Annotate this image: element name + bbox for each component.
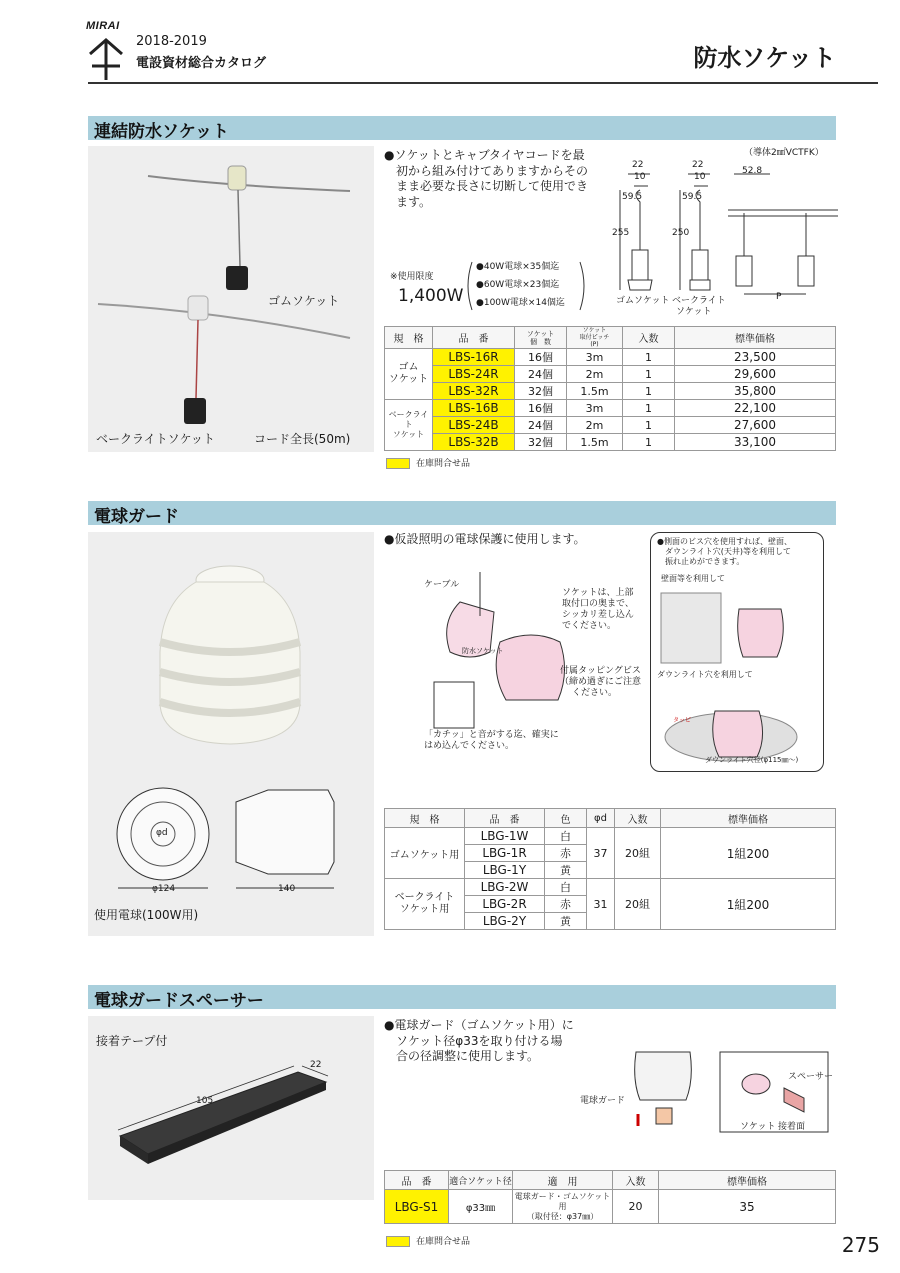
col-header: 入数: [623, 327, 675, 349]
quantity: 1: [623, 383, 675, 400]
quantity: 20組: [615, 828, 661, 879]
adhesive-surface-label: 接着面: [778, 1122, 806, 1132]
dim-phi-d: φd: [156, 828, 168, 838]
dim-width: 22: [310, 1060, 322, 1070]
caption-rubber: ゴムソケット: [616, 296, 670, 306]
wall-mount-label: 壁面等を利用して: [661, 574, 725, 583]
table-header-row: [385, 327, 836, 349]
desc-line: 初から組み付けてありますからその: [396, 163, 589, 178]
adhesive-tape-label: 接着テープ付: [96, 1034, 168, 1048]
price: 35: [659, 1190, 836, 1224]
section-title-bar: [88, 501, 836, 525]
product-photo: [88, 532, 374, 936]
pitch: 2m: [567, 417, 623, 434]
socket-count: 16個: [515, 349, 567, 366]
application: 電球ガード・ゴムソケット用 （取付径：φ37㎜）: [513, 1190, 613, 1224]
section-title: 連結防水ソケット: [94, 122, 229, 142]
desc-line: ます。: [396, 194, 432, 209]
spacer-label: スペーサー: [788, 1072, 834, 1082]
legend-text: 在庫問合せ品: [416, 459, 471, 469]
page-number: 275: [841, 1233, 880, 1257]
spec-label: ベークライト ソケット用: [385, 879, 465, 930]
part-number: LBG-2W: [465, 879, 545, 896]
cord-length-label: コード全長(50m): [254, 432, 351, 446]
part-number: LBS-24R: [433, 366, 515, 383]
color: 黄: [545, 862, 587, 879]
quantity: 20: [613, 1190, 659, 1224]
sec1-description: [384, 148, 614, 210]
note-line: 付属タッピングビス: [560, 666, 641, 676]
socket-insert-note: [562, 588, 634, 632]
legend-swatch: [386, 1236, 410, 1247]
cable-label: ケーブル: [424, 580, 460, 590]
phi-d: 37: [587, 828, 615, 879]
click-note: [424, 730, 559, 752]
pitch: 2m: [567, 366, 623, 383]
bakelite-socket-label: ベークライトソケット: [96, 432, 215, 446]
col-header: ソケット 取付ピッチ (P): [567, 327, 623, 349]
price: 1組200: [661, 879, 836, 930]
table-row: [385, 349, 836, 366]
price: 22,100: [675, 400, 836, 417]
col-header: 標準価格: [675, 327, 836, 349]
pitch: 3m: [567, 349, 623, 366]
part-number: LBG-1R: [465, 845, 545, 862]
dim-length: 105: [196, 1096, 214, 1106]
sec3-spec-table: [384, 1170, 836, 1224]
price: 33,100: [675, 434, 836, 451]
dim-255: 255: [612, 228, 630, 238]
price: 35,800: [675, 383, 836, 400]
table-row: [385, 434, 836, 451]
dim-59-5: 59.5: [622, 192, 643, 202]
bulb-usage-label: 使用電球(100W用): [94, 908, 199, 922]
note-line: 取付口の奥まで、: [562, 599, 634, 609]
desc-line: 合の径調整に使用します。: [396, 1049, 540, 1063]
table-row: [385, 879, 836, 896]
dim-22: 22: [632, 160, 644, 170]
color: 白: [545, 879, 587, 896]
section-title-bar: [88, 985, 836, 1009]
stock-legend: [386, 1234, 470, 1247]
legend-swatch: [386, 458, 410, 469]
color: 白: [545, 828, 587, 845]
price: 1組200: [661, 828, 836, 879]
col-header: 色: [545, 809, 587, 828]
usage-limit-label: ※使用限度: [390, 272, 434, 282]
socket-count: 16個: [515, 400, 567, 417]
part-number: LBG-S1: [385, 1190, 449, 1224]
col-header: ソケット 個 数: [515, 327, 567, 349]
phi-d: 31: [587, 879, 615, 930]
desc-line: ソケット径φ33を取り付ける場: [396, 1033, 563, 1048]
note-line: ソケットは、上部: [562, 588, 634, 598]
quantity: 1: [623, 417, 675, 434]
pitch: 1.5m: [567, 434, 623, 451]
table-header-row: [385, 1171, 836, 1190]
table-row: [385, 417, 836, 434]
mounting-callout: [650, 532, 824, 772]
part-number: LBS-16B: [433, 400, 515, 417]
desc-line: まま必要な長さに切断して使用でき: [396, 179, 589, 193]
socket-label: ソケット: [740, 1122, 776, 1132]
col-header: 適合ソケット径: [449, 1171, 513, 1190]
socket-label: 防水ソケット: [462, 647, 504, 655]
col-header: 品 番: [465, 809, 545, 828]
socket-diameter: φ33㎜: [449, 1190, 513, 1224]
tapping-label: タッピ: [673, 717, 692, 724]
quantity: 1: [623, 349, 675, 366]
sec1-spec-table: [384, 326, 836, 451]
dim-phi-124: φ124: [152, 884, 176, 894]
col-header: 標準価格: [659, 1171, 836, 1190]
stock-legend: [386, 456, 470, 469]
dim-140: 140: [278, 884, 296, 894]
legend-text: 在庫問合せ品: [416, 1237, 471, 1247]
dim-52-8: 52.8: [742, 166, 763, 176]
section-title: 電球ガード: [94, 507, 179, 527]
col-header: 入数: [615, 809, 661, 828]
callout-text: [657, 537, 792, 567]
screw-note: [560, 666, 641, 699]
pitch: 1.5m: [567, 383, 623, 400]
bulb-guard-illustration: [88, 532, 374, 936]
usage-limit-value: 1,400W: [398, 286, 464, 306]
sec2-spec-table: [384, 808, 836, 930]
part-number: LBS-32B: [433, 434, 515, 451]
dim-59-5: 59.5: [682, 192, 703, 202]
dim-10: 10: [694, 172, 706, 182]
part-number: LBS-32R: [433, 383, 515, 400]
dim-10: 10: [634, 172, 646, 182]
col-header: φd: [587, 809, 615, 828]
downlight-label: ダウンライト穴を利用して: [657, 670, 753, 679]
table-header-row: [385, 809, 836, 828]
callout-line: 振れ止めができます。: [665, 557, 745, 566]
table-row: [385, 828, 836, 845]
group-label: ゴム ソケット: [385, 349, 433, 400]
socket-count: 32個: [515, 383, 567, 400]
callout-line: ●側面のビス穴を使用すれば、壁面、: [657, 537, 792, 546]
dim-pitch: P: [776, 292, 782, 302]
group-label: ベークライト ソケット: [385, 400, 433, 451]
caption-bakelite: ベークライト: [672, 296, 726, 306]
brand-name: MIRAI: [86, 20, 120, 32]
dimension-lines: [610, 160, 850, 306]
note-line: 「カチッ」と音がする迄、確実に: [424, 730, 559, 740]
dim-250: 250: [672, 228, 690, 238]
spec-label: ゴムソケット用: [385, 828, 465, 879]
sec2-description: ●仮設照明の電球保護に使用します。: [384, 532, 586, 546]
limit-item: ●40W電球×35個迄: [476, 262, 560, 272]
socket-count: 24個: [515, 417, 567, 434]
pitch: 3m: [567, 400, 623, 417]
part-number: LBG-1Y: [465, 862, 545, 879]
part-number: LBS-16R: [433, 349, 515, 366]
desc-line: ●電球ガード（ゴムソケット用）に: [384, 1018, 574, 1032]
table-row: [385, 366, 836, 383]
quantity: 20組: [615, 879, 661, 930]
table-row: [385, 400, 836, 417]
note-line: シッカリ差し込ん: [562, 610, 634, 620]
note-line: はめ込んでください。: [424, 741, 515, 751]
color: 黄: [545, 913, 587, 930]
conductor-spec: （導体2㎟VCTFK）: [744, 148, 824, 158]
part-number: LBG-1W: [465, 828, 545, 845]
table-row: [385, 383, 836, 400]
col-header: 品 番: [385, 1171, 449, 1190]
col-header: 入数: [613, 1171, 659, 1190]
col-header: 品 番: [433, 327, 515, 349]
section-title: 電球ガードスペーサー: [94, 991, 264, 1011]
caption-bakelite: ソケット: [676, 307, 712, 317]
socket-count: 24個: [515, 366, 567, 383]
note-line: ください。: [572, 688, 618, 698]
page-title: 防水ソケット: [693, 44, 836, 72]
rubber-socket-label: ゴムソケット: [268, 294, 340, 308]
note-line: （締め過ぎにご注意: [560, 677, 642, 687]
note-line: でください。: [562, 621, 617, 631]
part-number: LBG-2R: [465, 896, 545, 913]
price: 23,500: [675, 349, 836, 366]
catalog-name: 電設資材総合カタログ: [136, 56, 267, 71]
callout-line: ダウンライト穴(天井)等を利用して: [665, 547, 792, 556]
quantity: 1: [623, 366, 675, 383]
quantity: 1: [623, 400, 675, 417]
col-header: 標準価格: [661, 809, 836, 828]
price: 27,600: [675, 417, 836, 434]
catalog-year: 2018-2019: [136, 34, 207, 49]
header-divider: [88, 82, 878, 84]
dim-22: 22: [692, 160, 704, 170]
product-photo: [88, 1016, 374, 1200]
col-header: 規 格: [385, 809, 465, 828]
limit-item: ●60W電球×23個迄: [476, 280, 560, 290]
quantity: 1: [623, 434, 675, 451]
product-photo: [88, 146, 374, 452]
downlight-hole-label: ダウンライト穴径(φ115㎜～): [705, 756, 799, 764]
part-number: LBG-2Y: [465, 913, 545, 930]
color: 赤: [545, 845, 587, 862]
col-header: 規 格: [385, 327, 433, 349]
sec3-description: [384, 1018, 614, 1065]
color: 赤: [545, 896, 587, 913]
section-title-bar: [88, 116, 836, 140]
limit-item: ●100W電球×14個迄: [476, 298, 565, 308]
table-row: [385, 1190, 836, 1224]
price: 29,600: [675, 366, 836, 383]
part-number: LBS-24B: [433, 417, 515, 434]
socket-count: 32個: [515, 434, 567, 451]
guard-label: 電球ガード: [580, 1096, 626, 1106]
desc-line: ●ソケットとキャブタイヤコードを最: [384, 148, 585, 162]
col-header: 適 用: [513, 1171, 613, 1190]
